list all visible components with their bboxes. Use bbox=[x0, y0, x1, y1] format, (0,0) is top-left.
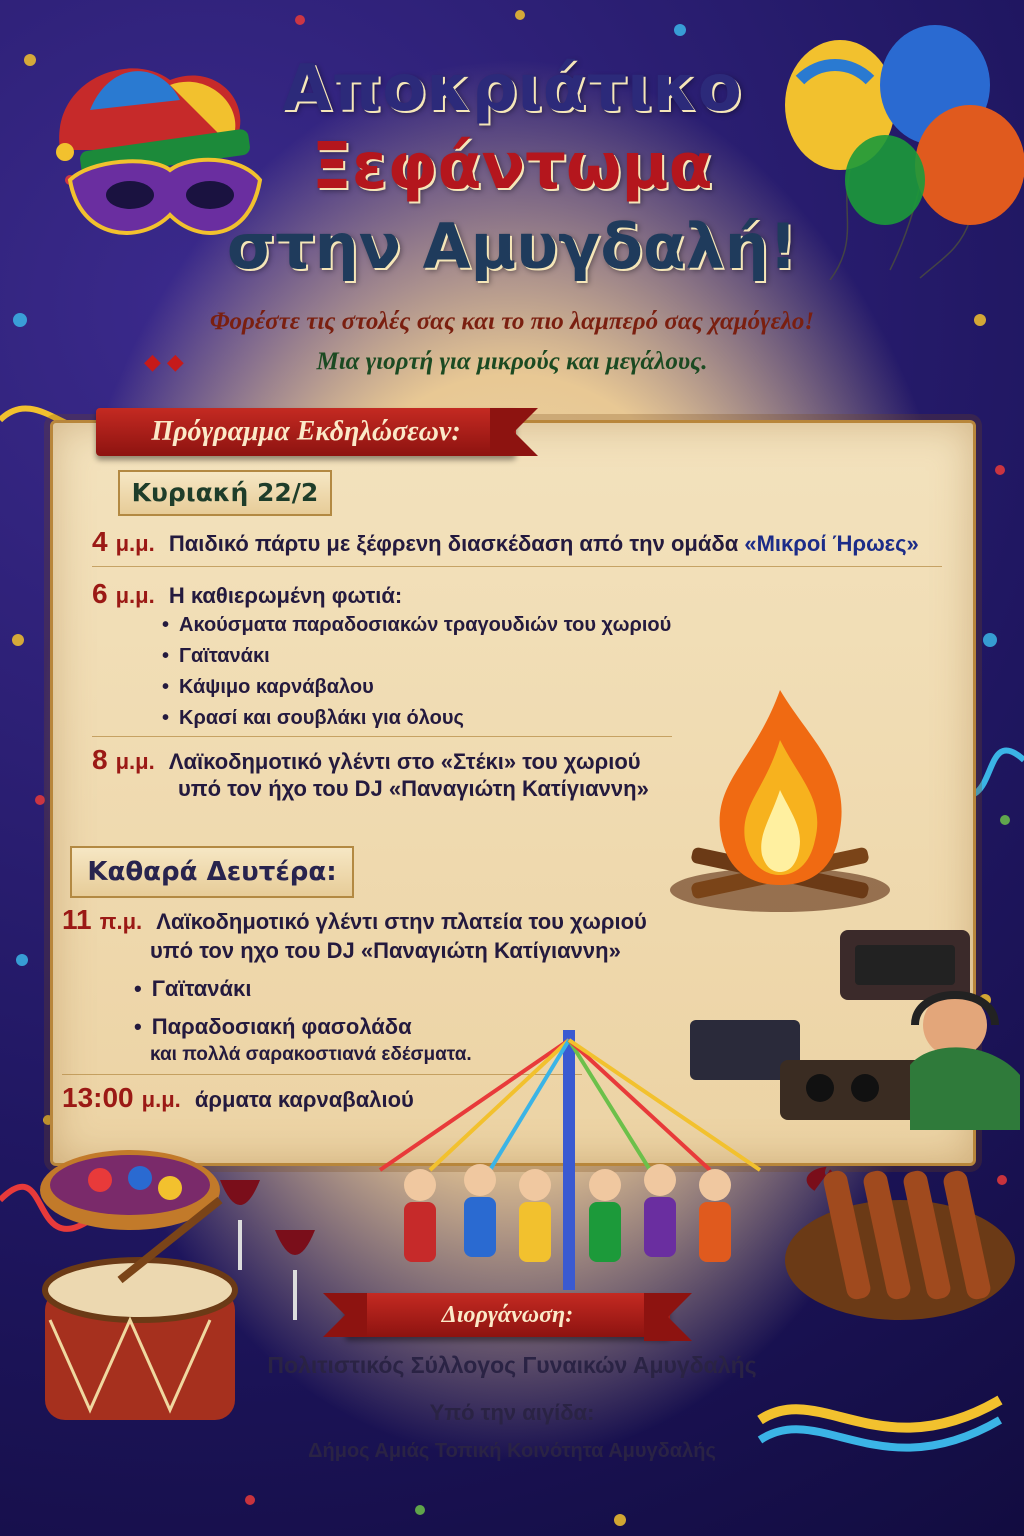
event-description: Λαϊκοδημοτικό γλέντι στην πλατεία του χωριού bbox=[156, 909, 647, 934]
program-heading: Πρόγραμμα Εκδηλώσεων: bbox=[96, 408, 516, 456]
event-description-line-2: υπό τον ηχο του DJ «Παναγιώτη Κατίγιαννη» bbox=[150, 938, 621, 963]
title-line-3: στην Αμυγδαλή! bbox=[226, 210, 798, 283]
event-description: Λαϊκοδημοτικό γλέντι στο «Στέκι» του χωριού bbox=[168, 749, 641, 774]
organizer-name: Πολιτιστικός Σύλλογος Γυναικών Αμυγδαλής bbox=[267, 1352, 757, 1378]
event-time-unit: μ.μ. bbox=[115, 749, 155, 774]
list-item-extra: και πολλά σαρακοστιανά εδέσματα. bbox=[150, 1044, 472, 1065]
event-time-unit: π.μ. bbox=[99, 909, 143, 934]
event-time: 6 bbox=[92, 578, 108, 609]
event-time-unit: μ.μ. bbox=[141, 1087, 181, 1112]
list-item: • Γαϊτανάκι bbox=[162, 645, 671, 676]
organizer-heading: Διοργάνωση: bbox=[345, 1293, 670, 1337]
subtitle-line-2: Μια γιορτή για μικρούς και μεγάλους. bbox=[316, 348, 708, 375]
diamond-decoration-icon: ◆◆ bbox=[144, 350, 190, 375]
monday-label: Καθαρά Δευτέρα: bbox=[70, 846, 354, 898]
event-sunday-8pm bbox=[92, 744, 641, 776]
list-item: • Ακούσματα παραδοσιακών τραγουδιών του χωριού bbox=[162, 614, 671, 645]
list-item: • Κρασί και σουβλάκι για όλους bbox=[162, 707, 671, 738]
event-time-unit: μ.μ. bbox=[115, 583, 155, 608]
divider bbox=[92, 736, 672, 737]
subtitle-line-1: Φορέστε τις στολές σας και το πιο λαμπερό σας χαμόγελο! bbox=[209, 308, 815, 335]
event-description: Η καθιερωμένη φωτιά: bbox=[168, 583, 403, 608]
list-item: • Κάψιμο καρνάβαλου bbox=[162, 676, 671, 707]
event-sunday-4pm bbox=[92, 526, 919, 558]
bonfire-list bbox=[162, 614, 671, 738]
list-item: • Παραδοσιακή φασολάδα bbox=[134, 1014, 412, 1044]
event-time: 8 bbox=[92, 744, 108, 775]
title-line-2: Ξεφάντωμα bbox=[311, 130, 713, 204]
souvlaki-icon bbox=[780, 1150, 1020, 1330]
aegis-label: Υπό την αιγίδα: bbox=[429, 1400, 595, 1425]
maypole-dancers-icon bbox=[360, 1020, 780, 1290]
list-item: • Γαϊτανάκι bbox=[134, 976, 412, 1014]
event-monday-11am bbox=[62, 904, 647, 936]
bonfire-icon bbox=[660, 680, 900, 920]
event-time: 4 bbox=[92, 526, 108, 557]
event-highlight: «Μικροί Ήρωες» bbox=[744, 531, 919, 556]
event-description: άρματα καρναβαλιού bbox=[194, 1087, 414, 1112]
event-description: Παιδικό πάρτυ με ξέφρενη διασκέδαση από την ομάδα bbox=[168, 531, 745, 556]
event-description-line-2: υπό τον ήχο του DJ «Παναγιώτη Κατίγιαννη» bbox=[178, 776, 649, 801]
event-sunday-6pm bbox=[92, 578, 402, 610]
title-line-1: Αποκριάτικο bbox=[282, 52, 742, 126]
event-time-unit: μ.μ. bbox=[115, 531, 155, 556]
aegis-name: Δήμος Αμιάς Τοπική Κοινότητα Αμυγδαλής bbox=[308, 1440, 716, 1462]
event-time: 11 bbox=[62, 904, 92, 935]
event-time: 13:00 bbox=[62, 1082, 134, 1113]
divider bbox=[92, 566, 942, 567]
sunday-label: Κυριακή 22/2 bbox=[118, 470, 332, 516]
